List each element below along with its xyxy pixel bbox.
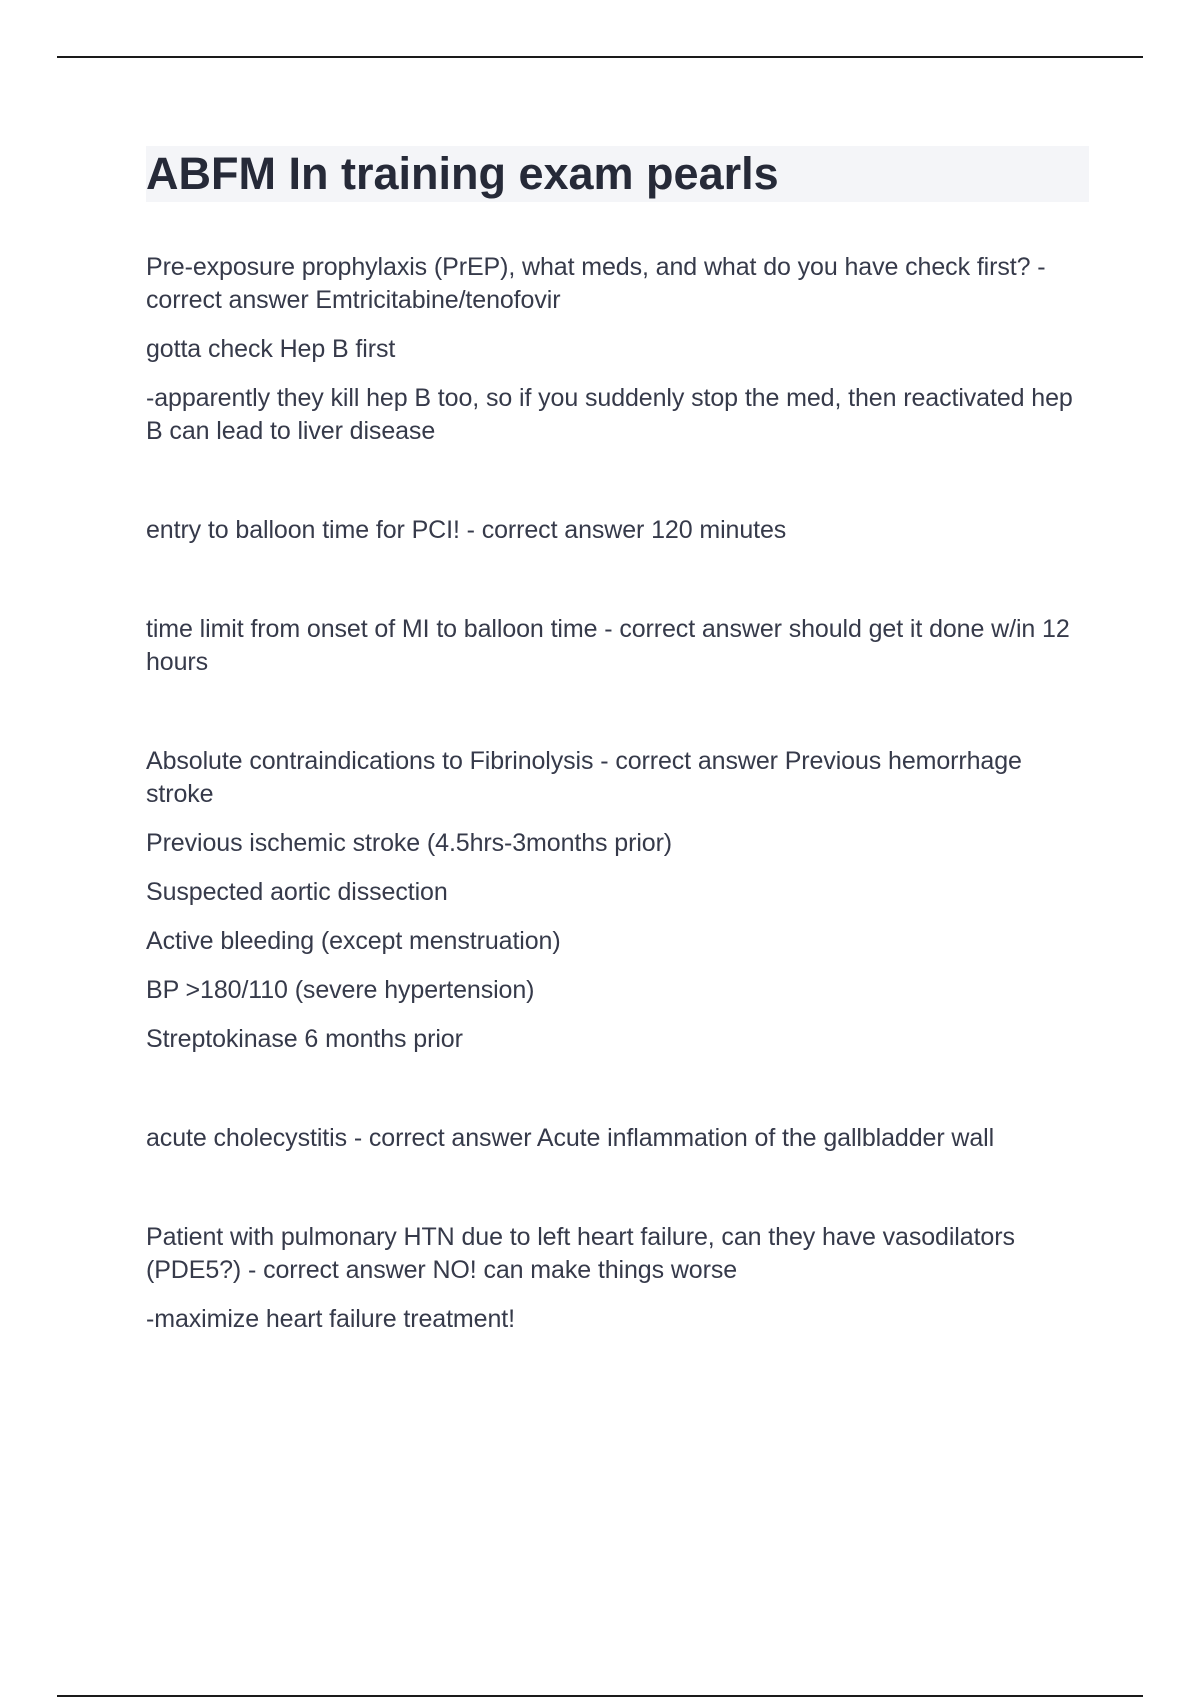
entry-line: BP >180/110 (severe hypertension): [146, 976, 535, 1004]
entry-line: Absolute contraindications to Fibrinolysis - correct answer Previous hemorrhage stroke: [146, 747, 1022, 808]
qa-entry-pulmonary-htn: [146, 1221, 1090, 1336]
entry-spacer: [146, 1056, 1090, 1122]
entry-line: Pre-exposure prophylaxis (PrEP), what meds, and what do you have check first? - correct answer Emtricitabine/tenofovir: [146, 253, 1046, 314]
qa-entry-mi-time: [146, 613, 1090, 679]
qa-entry-pci: [146, 514, 1090, 547]
qa-entry-prep: [146, 251, 1090, 448]
entry-line: gotta check Hep B first: [146, 335, 396, 363]
top-rule: [57, 56, 1143, 58]
entry-line: Streptokinase 6 months prior: [146, 1025, 463, 1053]
bottom-rule: [57, 1695, 1143, 1697]
entry-line: Suspected aortic dissection: [146, 878, 448, 906]
page-title: ABFM In training exam pearls: [146, 148, 779, 199]
entry-line: Patient with pulmonary HTN due to left heart failure, can they have vasodilators (PDE5?) - correct answer NO! can make things worse: [146, 1223, 1015, 1284]
entry-spacer: [146, 1155, 1090, 1221]
entry-line: -apparently they kill hep B too, so if you suddenly stop the med, then reactivated hep B can lead to liver disease: [146, 384, 1073, 445]
entry-line: time limit from onset of MI to balloon time - correct answer should get it done w/in 12 hours: [146, 615, 1070, 676]
qa-entry-fibrinolysis: [146, 745, 1090, 1056]
entry-line: acute cholecystitis - correct answer Acute inflammation of the gallbladder wall: [146, 1124, 995, 1152]
entry-line: entry to balloon time for PCI! - correct answer 120 minutes: [146, 516, 787, 544]
qa-entry-cholecystitis: [146, 1122, 1090, 1155]
entry-spacer: [146, 448, 1090, 514]
entry-line: Active bleeding (except menstruation): [146, 927, 561, 955]
entry-line: -maximize heart failure treatment!: [146, 1305, 515, 1333]
entry-spacer: [146, 679, 1090, 745]
entry-line: Previous ischemic stroke (4.5hrs-3months prior): [146, 829, 673, 857]
entry-spacer: [146, 547, 1090, 613]
document-body: [146, 251, 1090, 1336]
